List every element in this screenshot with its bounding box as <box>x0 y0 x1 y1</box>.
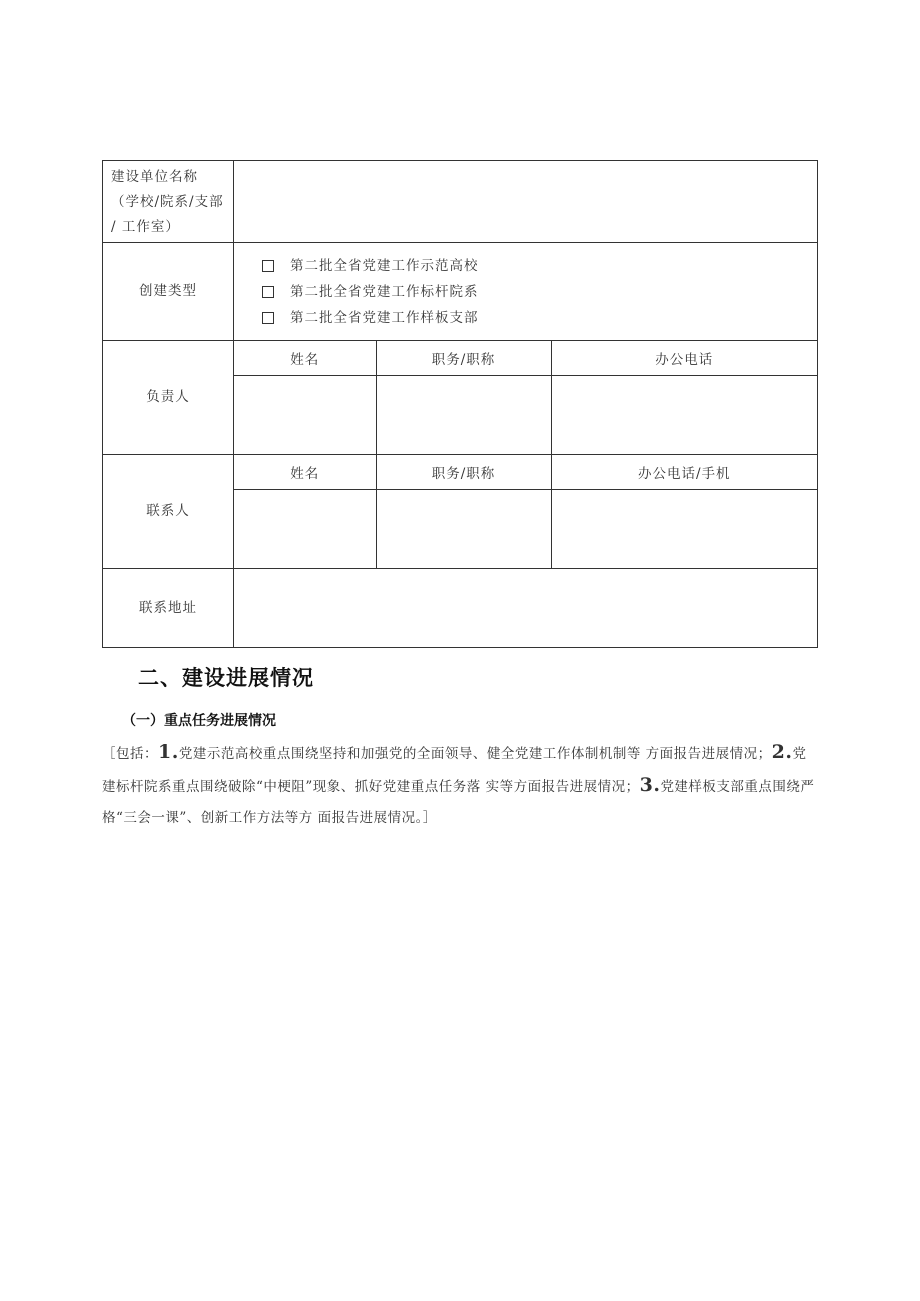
checkbox-icon[interactable] <box>262 286 274 298</box>
contact-name-field[interactable] <box>234 490 376 569</box>
address-row <box>103 569 818 648</box>
unit-name-field[interactable] <box>234 161 818 243</box>
contact-row <box>103 455 818 569</box>
para-item-2: 党建标杆院系重点围绕破除“中梗阻”现象、抓好党建重点任务落 实等方面报告进展情况； <box>102 746 807 795</box>
unit-name-label-line1: 建设单位名称 <box>111 169 198 185</box>
contact-subtable <box>234 455 817 568</box>
contact-col-name: 姓名 <box>234 455 376 490</box>
responsible-row <box>103 341 818 455</box>
contact-title-field[interactable] <box>376 490 551 569</box>
registration-form-table <box>102 160 818 648</box>
responsible-title-field[interactable] <box>376 376 551 455</box>
contact-label: 联系人 <box>103 455 234 569</box>
responsible-col-name: 姓名 <box>234 341 376 376</box>
responsible-col-phone: 办公电话 <box>551 341 817 376</box>
responsible-subtable-cell <box>234 341 818 455</box>
responsible-name-field[interactable] <box>234 376 376 455</box>
option-label: 第二批全省党建工作标杆院系 <box>290 283 479 300</box>
checkbox-icon[interactable] <box>262 260 274 272</box>
contact-phone-field[interactable] <box>551 490 817 569</box>
unit-name-label-line3: / 工作室） <box>111 219 180 235</box>
option-model-branch[interactable] <box>262 305 817 331</box>
option-label: 第二批全省党建工作样板支部 <box>290 309 479 326</box>
unit-name-label-line2: （学校/院系/支部 <box>111 194 224 210</box>
option-benchmark-department[interactable] <box>262 279 817 305</box>
para-num-1: 1. <box>158 741 179 763</box>
option-demo-university[interactable] <box>262 253 817 279</box>
responsible-label: 负责人 <box>103 341 234 455</box>
section-title: 二、建设进展情况 <box>138 666 314 690</box>
unit-name-label <box>103 161 234 243</box>
responsible-col-title: 职务/职称 <box>376 341 551 376</box>
para-item-3: 党建样板支部重点围绕严格“三会一课”、创新工作方法等方 面报告进展情况。］ <box>102 779 815 826</box>
contact-subtable-cell <box>234 455 818 569</box>
para-item-1: 党建示范高校重点围绕坚持和加强党的全面领导、健全党建工作体制机制等 方面报告进展情况； <box>178 746 772 762</box>
checkbox-icon[interactable] <box>262 312 274 324</box>
responsible-subtable <box>234 341 817 454</box>
create-type-label: 创建类型 <box>103 243 234 341</box>
para-num-2: 2. <box>771 741 793 763</box>
address-field[interactable] <box>234 569 818 648</box>
address-label: 联系地址 <box>103 569 234 648</box>
contact-col-phone: 办公电话/手机 <box>551 455 817 490</box>
instruction-paragraph <box>102 737 817 834</box>
unit-name-row <box>103 161 818 243</box>
create-type-row <box>103 243 818 341</box>
option-label: 第二批全省党建工作示范高校 <box>290 257 479 274</box>
section-subtitle: （一）重点任务进展情况 <box>122 713 276 729</box>
responsible-phone-field[interactable] <box>551 376 817 455</box>
para-intro: ［包括： <box>102 746 158 762</box>
para-num-3: 3. <box>639 774 661 796</box>
create-type-options <box>234 243 818 341</box>
contact-col-title: 职务/职称 <box>376 455 551 490</box>
